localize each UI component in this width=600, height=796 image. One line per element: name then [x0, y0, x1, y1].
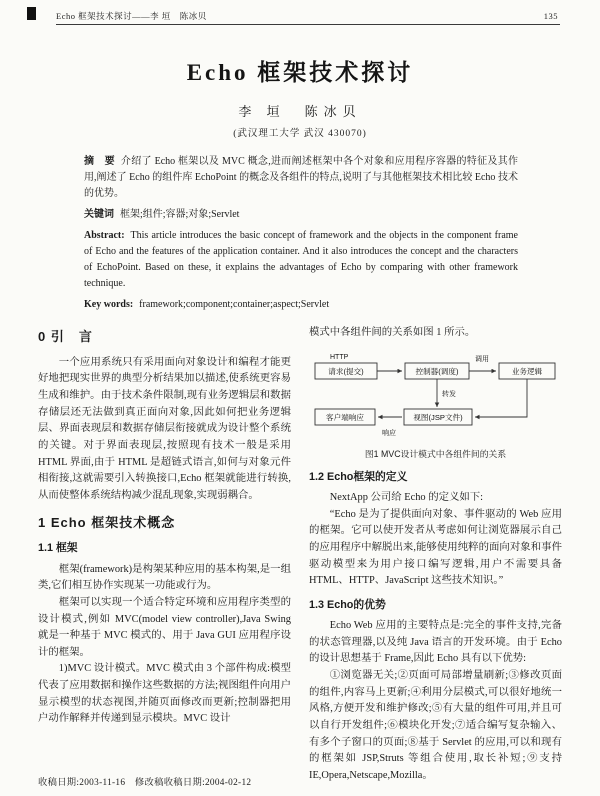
business-box-label: 业务逻辑 — [511, 366, 542, 376]
section-1-3-paragraph-1: Echo Web 应用的主要特点是:完全的事件支持,完备的状态管理器,以及纯 Java 语言的开发环境。由于 Echo 的设计思想基于 Frame,因此 Echo 具有以下优势: — [309, 620, 562, 665]
controller-box-label: 控制器(调度) — [414, 366, 459, 376]
request-box-label: 请求(提交) — [327, 366, 364, 376]
figure-1 — [309, 348, 562, 461]
section-1-1-paragraph-1: 框架(framework)是构架某种应用的基本构架,是一组类,它们相互协作实现某一功能或行为。 — [38, 563, 291, 592]
running-header — [56, 10, 558, 22]
received-dates: 收稿日期:2003-11-16 修改稿收稿日期:2004-02-12 — [38, 778, 252, 788]
section-1-1-heading: 1.1 框架 — [38, 542, 78, 555]
http-label: HTTP — [329, 353, 348, 361]
section-0-paragraph: 一个应用系统只有采用面向对象设计和编程才能更好地把现实世界的典型分析结果加以描述,使系统更容易生成和维护。由于技术条件限制,现有业务逻辑层和数据存储层还无法做到真正面向对象,因此如何把业务逻辑层、界面表现层和数据存储层衔接就成为设计整个系统的关键。对于界面表现层,按照现有技术一般是采用 HTML 界面,由于 HTML 是超链式语言,如何与对象元件相衔接,这就需要引入转换接口,Echo 框架就能进行转换,从而使整体系统结构减少混乱现象,实现弱耦合。 — [38, 356, 291, 501]
keywords-cn — [84, 207, 518, 223]
abstract-cn — [84, 154, 518, 202]
abstract-cn-text: 介绍了 Echo 框架以及 MVC 概念,进而阐述框架中各个对象和应用程序容器的特征及其作用,阐述了 Echo 的组件库 EchoPoint 的概念及各组件的特点,说明了与其他框架技术相比较 Echo 技术的优势。 — [84, 156, 518, 199]
section-1-3-heading: 1.3 Echo的优势 — [309, 598, 386, 611]
abstract-cn-label: 摘 要 — [84, 156, 115, 167]
keywords-en — [84, 297, 518, 313]
keywords-en-text: framework;component;container;aspect;Servlet — [139, 299, 330, 310]
forward-arrow-label: 转发 — [441, 390, 456, 398]
page-number: 135 — [543, 11, 558, 21]
continuation-line: 模式中各组件间的关系如图 1 所示。 — [309, 327, 476, 338]
section-0-heading: 0 引 言 — [38, 329, 93, 344]
client-box-label: 客户端响应 — [325, 412, 364, 422]
business-to-view-arrow — [475, 379, 527, 417]
keywords-cn-label: 关键词 — [84, 209, 114, 220]
affiliation-line: (武汉理工大学 武汉 430070) — [233, 129, 367, 139]
header-rule — [56, 24, 560, 25]
section-1-1-paragraph-3: 1)MVC 设计模式。MVC 模式由 3 个部件构成:模型代表了应用数据和操作这些数据的方法;视图组件向用户显示模型的状态视图,并随页面修改而更新;控制器把用户动作解释并传递到显示模块。MVC 设计 — [38, 663, 291, 725]
section-1-heading: 1 Echo 框架技术概念 — [38, 514, 176, 530]
call-arrow-label: 调用 — [474, 355, 489, 363]
paper-title: Echo 框架技术探讨 — [186, 60, 414, 85]
left-column — [38, 325, 291, 793]
abstract-en-label: Abstract: — [84, 230, 125, 241]
running-header-title: Echo 框架技术探讨——李 垣 陈冰贝 — [56, 11, 207, 21]
abstract-en-text: This article introduces the basic concept of framework and the objects in the component frame of Echo and the features of the application container. And it also introduces the concept and the characters of EchoPoint. Based on these, it explains the advantages of Echo by comparing with other framework technique. — [84, 230, 518, 289]
authors-line: 李 垣 陈冰贝 — [238, 104, 362, 119]
figure-1-caption: 图1 MVC设计模式中各组件间的关系 — [364, 448, 507, 459]
response-arrow-label: 响应 — [381, 429, 396, 437]
keywords-cn-text: 框架;组件;容器;对象;Servlet — [120, 209, 240, 220]
section-1-3-paragraph-2: ①浏览器无关;②页面可局部增量刷新;③修改页面的组件,内容马上更新;④利用分层模式,可以很好地统一风格,方便开发和维护修改;⑤有大量的组件可用,并且可以自行开发组件;⑥模块化开发;⑦适合编写复杂输入、有多个子窗口的页面;⑧基于 Servlet 的应用,可以和现有的框架如 JSP,Struts 等组合使用,取长补短;⑨支持 IE,Opera,Netscape,Mozilla。 — [309, 670, 562, 781]
abstract-en — [84, 228, 518, 292]
two-column-body — [38, 325, 562, 793]
abstract-block — [84, 154, 518, 313]
scan-artifact-mark — [27, 7, 36, 20]
section-1-1-paragraph-2: 框架可以实现一个适合特定环境和应用程序类型的设计模式,例如 MVC(model view controller),Java Swing 就是一种基于 MVC 模式的、用于 Java GUI 应用程序设计的框架。 — [38, 596, 291, 658]
mvc-diagram — [310, 348, 562, 444]
keywords-en-label: Key words: — [84, 299, 134, 310]
section-1-2-heading: 1.2 Echo框架的定义 — [309, 470, 408, 483]
section-1-2-paragraph-2: “Echo 是为了提供面向对象、事件驱动的 Web 应用的框架。它可以使开发者从考虑如何让浏览器展示自己的应用程序中解脱出来,能够使用纯粹的面向对象和事件驱动模型来为用户接口编写逻辑,用户不需要具备 HTML、HTTP、JavaScript 这些技术知识。” — [309, 508, 562, 587]
section-1-2-paragraph-1: NextApp 公司给 Echo 的定义如下: — [329, 491, 484, 503]
right-column — [309, 325, 562, 793]
view-box-label: 视图(JSP文件) — [412, 412, 463, 422]
